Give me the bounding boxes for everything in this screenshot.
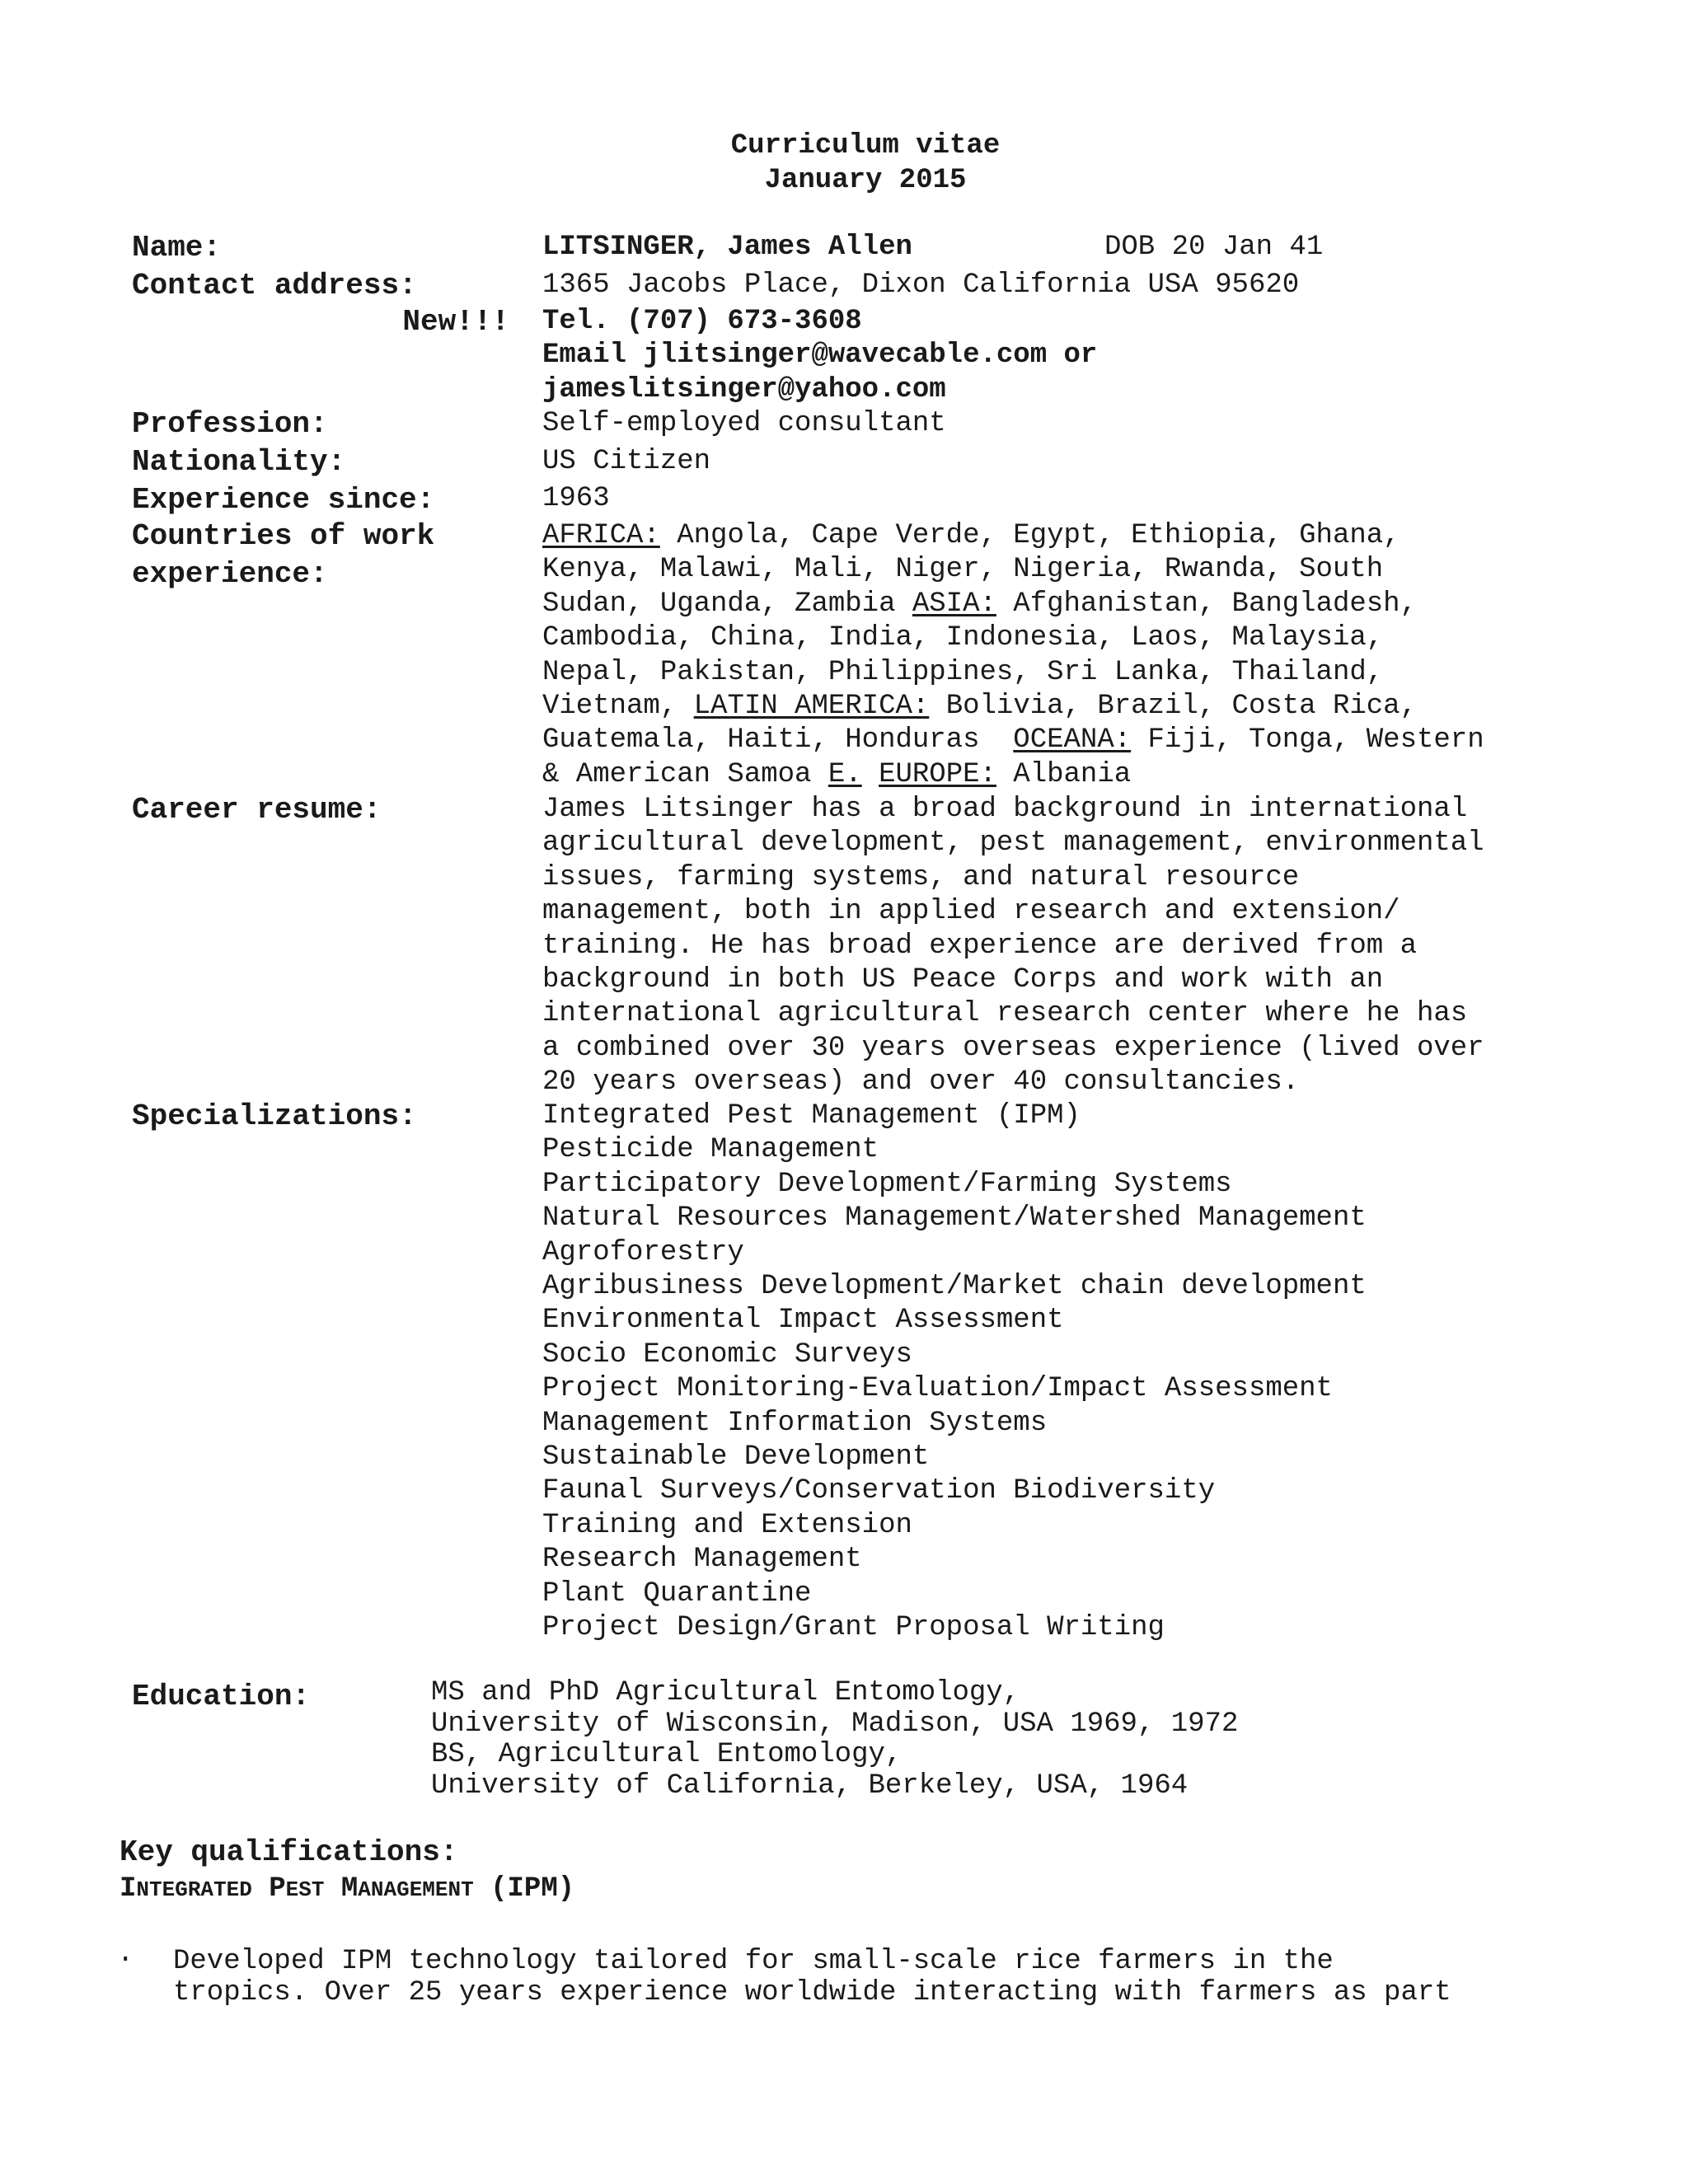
region-europe: EUROPE:: [879, 758, 996, 790]
countries-block: AFRICA: Angola, Cape Verde, Egypt, Ethiopia, Ghana, Kenya, Malawi, Mali, Niger, Nigeria, Rwanda, South Sudan, Uganda, Zambia ASIA: Afghanistan, Bangladesh, Cambodia, China, India, Indonesia, Laos, Malaysia, Nepal, Pakistan, Philippines, Sri Lanka, Thailand, Vietnam, LATIN AMERICA: Bolivia, Brazil, Costa Rica, Guatemala, Haiti, Honduras OCEANA: Fiji, Tonga, Western & American Samoa E. EUROPE: Albania: [542, 520, 1484, 790]
list-item: Pesticide Management: [542, 1134, 879, 1166]
region-latin-america: LATIN AMERICA:: [693, 691, 930, 723]
list-item: Project Monitoring-Evaluation/Impact Assessment: [542, 1373, 1333, 1405]
specializations-label: Specializations:: [132, 1099, 417, 1133]
region-africa: AFRICA:: [542, 520, 660, 551]
list-item: Sustainable Development: [542, 1441, 930, 1474]
education-label: Education:: [132, 1680, 311, 1713]
name-label: Name:: [132, 231, 222, 265]
list-item: Natural Resources Management/Watershed Management: [542, 1202, 1367, 1235]
list-item: Integrated Pest Management (IPM): [542, 1100, 1081, 1132]
region-oceana: OCEANA:: [1013, 724, 1132, 757]
list-item: Environmental Impact Assessment: [542, 1305, 1064, 1337]
list-item: Project Design/Grant Proposal Writing: [542, 1612, 1165, 1644]
education-text: MS and PhD Agricultural Entomology, University of Wisconsin, Madison, USA 1969, 1972 BS, Agricultural Entomology, University of California, Berkeley, USA, 1964: [431, 1677, 1239, 1802]
contact-label: Contact address:: [132, 269, 417, 302]
list-item: Research Management: [542, 1544, 862, 1576]
list-item: Training and Extension: [542, 1509, 912, 1541]
new-marker: New!!!: [402, 305, 509, 339]
bullet-text: Developed IPM technology tailored for small-scale rice farmers in the tropics. Over 25 years experience worldwide interacting with farmers as part: [173, 1946, 1451, 2008]
document-title: Curriculum vitae: [730, 130, 1001, 162]
list-item: Participatory Development/Farming Systems: [542, 1168, 1232, 1200]
career-text: James Litsinger has a broad background in international agricultural development, pest management, environmental issues, farming systems, and natural resource management, both in applied research and extension/ training. He has broad experience are derived from a background in both US Peace Corps and work with an international agricultural research center where he has a combined over 30 years overseas experience (lived over 20 years overseas) and over 40 consultancies.: [542, 794, 1484, 1099]
dob-value: DOB 20 Jan 41: [1104, 232, 1324, 263]
contact-email-line-1: Email jlitsinger@wavecable.com or: [542, 340, 1098, 371]
key-qualifications-heading: Key qualifications:: [120, 1835, 458, 1869]
region-e: E.: [828, 758, 862, 790]
experience-label: Experience since:: [132, 483, 435, 517]
contact-address: 1365 Jacobs Place, Dixon California USA 95620: [542, 269, 1300, 301]
specializations-list: [542, 1099, 1367, 1646]
profession-label: Profession:: [132, 407, 328, 441]
countries-label-line-1: Countries of work: [132, 519, 435, 553]
name-value: LITSINGER, James Allen: [542, 232, 912, 263]
list-item: Socio Economic Surveys: [542, 1338, 912, 1371]
list-item: Agribusiness Development/Market chain development: [542, 1271, 1367, 1303]
nationality-label: Nationality:: [132, 445, 346, 479]
countries-label-line-2: experience:: [132, 557, 328, 591]
ipm-subheading: INTEGRATED PEST MANAGEMENT (IPM): [120, 1873, 575, 1905]
contact-email-line-2: jameslitsinger@yahoo.com: [542, 374, 946, 405]
document-date: January 2015: [764, 165, 967, 196]
list-item: Management Information Systems: [542, 1407, 1048, 1439]
bullet-icon: ·: [117, 1944, 134, 1975]
career-label: Career resume:: [132, 793, 382, 827]
list-item: Faunal Surveys/Conservation Biodiversity: [542, 1475, 1216, 1507]
nationality-value: US Citizen: [542, 446, 711, 477]
contact-phone: Tel. (707) 673-3608: [542, 306, 862, 337]
region-asia: ASIA:: [912, 588, 996, 620]
profession-value: Self-employed consultant: [542, 408, 946, 439]
list-item: Plant Quarantine: [542, 1577, 812, 1610]
list-item: Agroforestry: [542, 1236, 744, 1268]
experience-value: 1963: [542, 483, 610, 514]
